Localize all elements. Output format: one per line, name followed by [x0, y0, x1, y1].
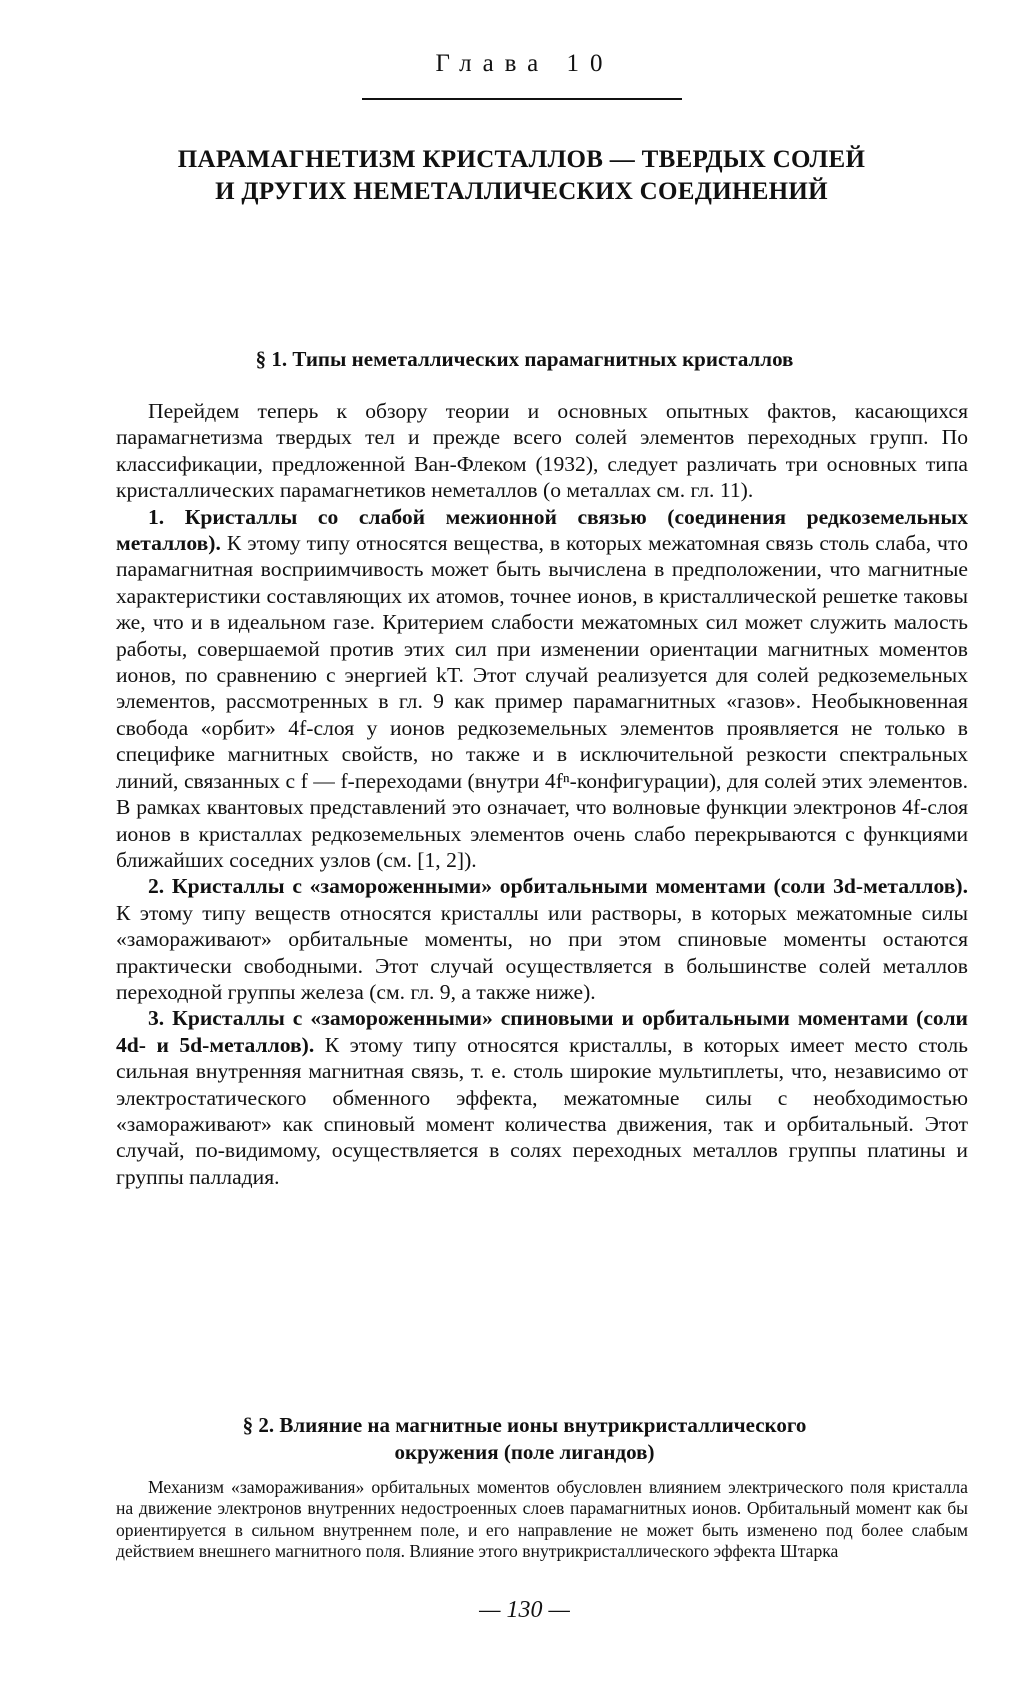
section-1-item-1 — [116, 504, 968, 874]
section-2-heading-line-2: окружения (поле лигандов) — [394, 1440, 655, 1464]
section-2-body — [116, 1477, 968, 1563]
section-2-heading — [0, 1412, 1029, 1466]
section-1-heading-text: § 1. Типы неметаллических парамагнитных кристаллов — [255, 347, 794, 371]
chapter-label: Глава 10 — [435, 50, 614, 77]
chapter-rule — [362, 98, 682, 100]
item-1-heading: 1. Кристаллы со слабой межионной связью (соединения редкоземельных металлов). — [116, 504, 968, 556]
section-1-heading — [0, 346, 1029, 373]
section-1-item-2 — [116, 873, 968, 1005]
section-1-body — [116, 398, 968, 1190]
chapter-title-line-2: И ДРУГИХ НЕМЕТАЛЛИЧЕСКИХ СОЕДИНЕНИЙ — [215, 178, 828, 205]
section-2-paragraph: Механизм «замораживания» орбитальных моментов обусловлен влиянием электрического поля кристалла на движение электронов внутренних недостроенных слоев парамагнитных ионов. Орбитальный момент как бы ориентируется в сильном внутреннем поле, и его направление не может быть изменено под более слабым действием внешнего магнитного поля. Влияние этого внутрикристаллического эффекта Штарка — [116, 1477, 968, 1562]
chapter-title-line-1: ПАРАМАГНЕТИЗМ КРИСТАЛЛОВ — ТВЕРДЫХ СОЛЕЙ — [177, 146, 866, 173]
item-2-text: К этому типу веществ относятся кристаллы или растворы, в которых межатомные силы «замораживают» орбитальные моменты, но при этом спиновые моменты остаются практически свободными. Этот случай осуществляется в большинстве солей металлов переходной группы железа (см. гл. 9, а также ниже). — [116, 900, 968, 1004]
chapter-title — [0, 144, 1029, 208]
section-1-intro: Перейдем теперь к обзору теории и основных опытных фактов, касающихся парамагнетизма твердых тел и прежде всего солей элементов переходных групп. По классификации, предложенной Ван-Флеком (1932), следует различать три основных типа кристаллических парамагнетиков неметаллов (о металлах см. гл. 11). — [116, 399, 968, 503]
item-3-heading: 3. Кристаллы с «замороженными» спиновыми и орбитальными моментами (соли 4d- и 5d-металлов). — [116, 1006, 968, 1057]
item-3-text: К этому типу относятся кристаллы, в которых имеет место столь сильная внутренняя магнитная связь, т. е. столь широкие мультиплеты, что, независимо от электростатического обменного эффекта, межатомные силы с необходимостью «замораживают» как спиновый момент количества движения, так и орбитальный. Этот случай, по-видимому, осуществляется в солях переходных металлов группы платины и группы палладия. — [116, 1032, 969, 1189]
section-2-heading-line-1: § 2. Влияние на магнитные ионы внутрикристаллического — [242, 1413, 807, 1437]
page-number: — 130 — — [479, 1597, 570, 1623]
item-1-text: К этому типу относятся вещества, в которых межатомная связь столь слаба, что парамагнитная восприимчивость может быть вычислена в предположении, что магнитные характеристики составляющих их атомов, точнее ионов, в кристаллической решетке таковы же, что и в идеальном газе. Критерием слабости межатомных сил может служить малость работы, совершаемой против этих сил при изменении ориентации магнитных моментов ионов, по сравнению с энергией kT. Этот случай реализуется для солей редкоземельных элементов, рассмотренных в гл. 9 как пример парамагнитных «газов». Необыкновенная свобода «орбит» 4f-слоя у ионов редкоземельных элементов проявляется не только в специфике магнитных свойств, но также и в исключительной резкости спектральных линий, связанных с f — f-переходами (внутри 4fⁿ-конфигурации), для солей этих элементов. В рамках квантовых представлений это означает, что волновые функции электронов 4f-слоя ионов в кристаллах редкоземельных элементов очень слабо перекрываются с функциями ближайших соседних узлов (см. [1, 2]). — [116, 531, 968, 872]
item-2-heading: 2. Кристаллы с «замороженными» орбитальными моментами (соли 3d-металлов). — [148, 874, 968, 899]
section-1-item-3 — [116, 1005, 968, 1190]
